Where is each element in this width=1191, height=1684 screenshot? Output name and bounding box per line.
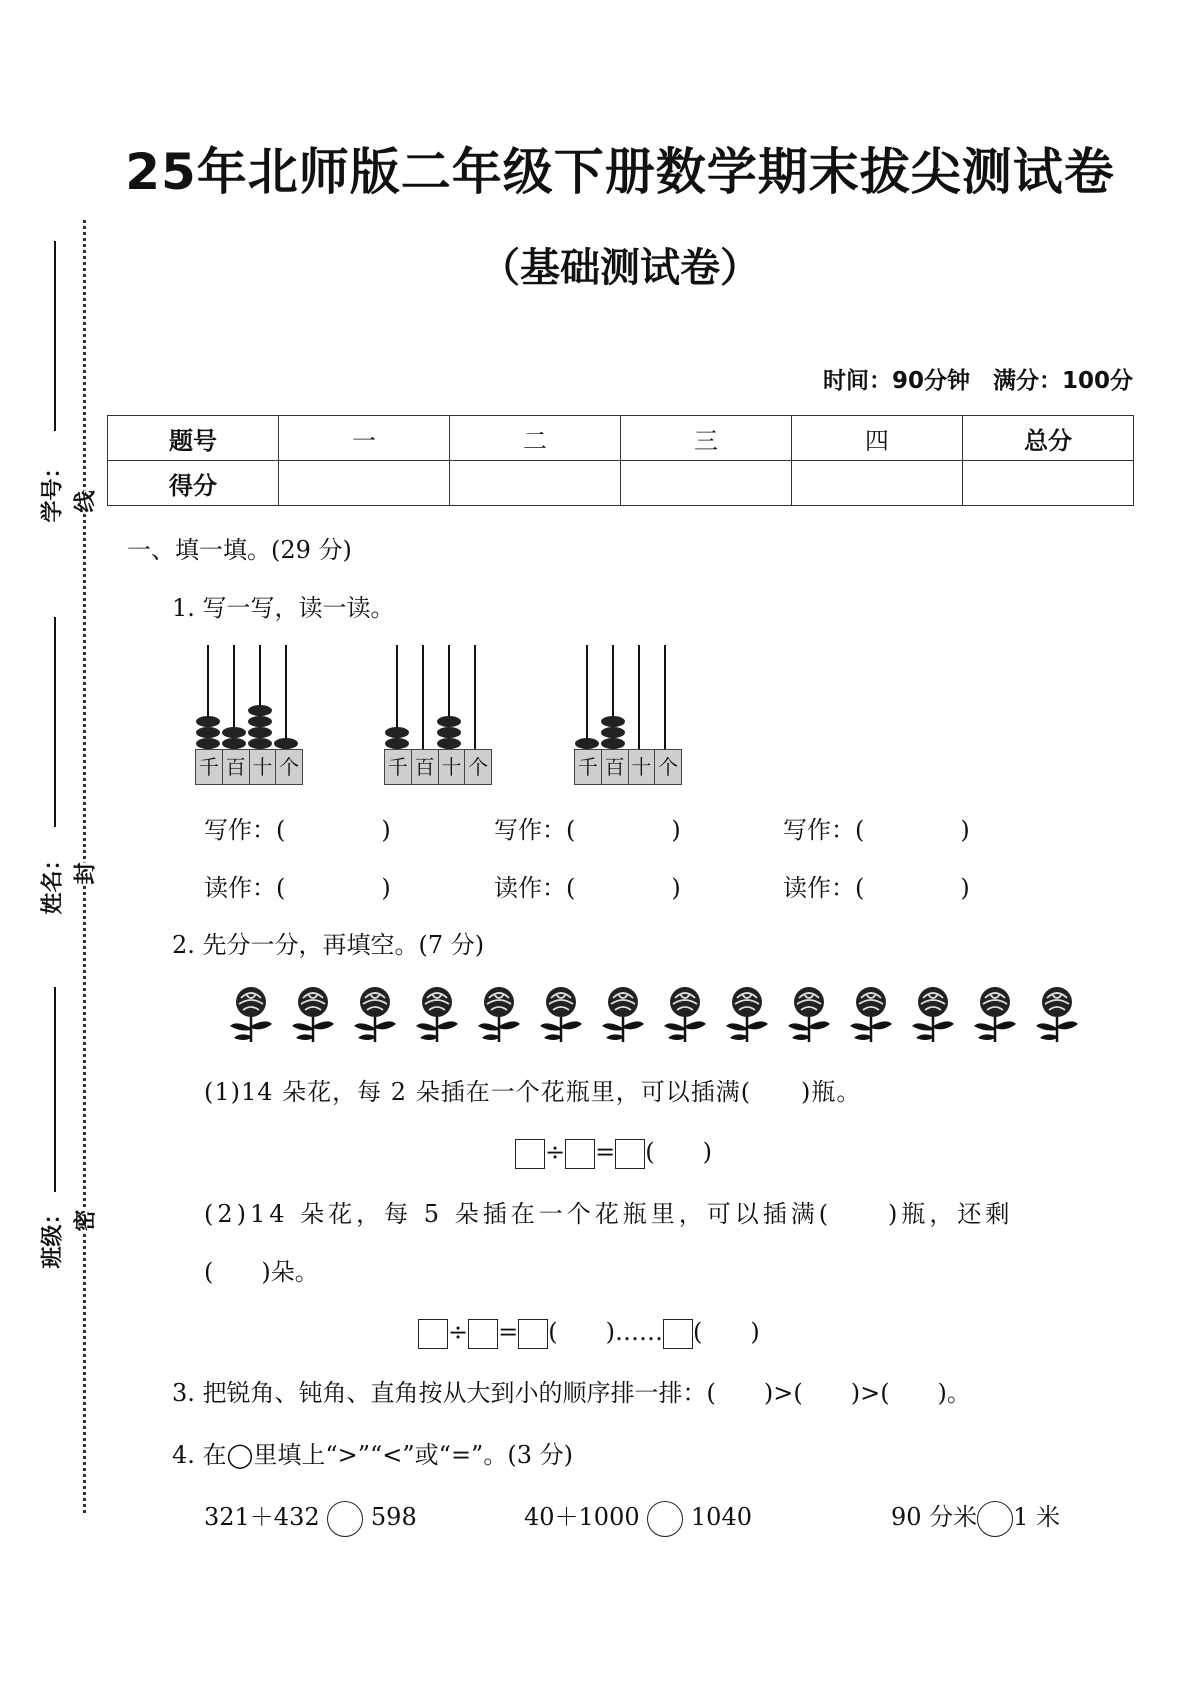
abacus-frame [574, 749, 682, 785]
abacus-bead [601, 727, 625, 738]
header-cell: 二 [449, 416, 620, 461]
comparison-2 [524, 1497, 752, 1537]
score-cell[interactable] [962, 461, 1133, 506]
abacus-bead [196, 727, 220, 738]
abacus-1 [195, 645, 303, 787]
score-cell[interactable] [278, 461, 449, 506]
rose-flower-icon [1028, 982, 1086, 1048]
abacus-bead [196, 738, 220, 749]
abacus-3 [574, 645, 682, 787]
header-cell: 总分 [962, 416, 1133, 461]
rose-flower-icon [718, 982, 776, 1048]
place-label: 十 [250, 750, 277, 784]
abacus-bead [248, 705, 272, 716]
header-cell: 四 [791, 416, 962, 461]
place-label: 十 [629, 750, 656, 784]
name-label: 姓名： [40, 848, 66, 915]
rose-flower-icon [780, 982, 838, 1048]
time-score-info: 时间：90分钟 满分：100分 [822, 368, 1133, 394]
read-answer-1[interactable]: 读作：( ) [204, 874, 391, 902]
header-cell: 三 [620, 416, 791, 461]
rose-flower-icon [904, 982, 962, 1048]
write-answer-2[interactable]: 写作：( ) [494, 816, 681, 844]
score-row [108, 461, 1134, 506]
seal-char: 线 [69, 490, 100, 512]
score-cell[interactable] [449, 461, 620, 506]
abacus-rod [422, 645, 424, 749]
header-cell: 题号 [108, 416, 279, 461]
equals-sign: = [498, 1318, 519, 1346]
answer-box[interactable] [418, 1319, 448, 1349]
question-2-part-2-cont: ( )朵。 [204, 1258, 319, 1286]
place-label: 个 [468, 755, 489, 779]
comparison-1 [204, 1497, 417, 1537]
answer-box[interactable] [663, 1319, 693, 1349]
left-expr: 321＋432 [204, 1503, 320, 1531]
abacus-bead [437, 727, 461, 738]
question-2-part-1: (1)14 朵花，每 2 朵插在一个花瓶里，可以插满( )瓶。 [204, 1078, 862, 1106]
abacus-bead [437, 738, 461, 749]
place-label: 百 [412, 750, 439, 784]
place-label: 十 [439, 750, 466, 784]
unit-blank[interactable]: ( ) [645, 1138, 712, 1166]
quotient-unit-remainder[interactable]: ( )…… [548, 1318, 663, 1346]
equation-2 [418, 1312, 760, 1349]
left-expr: 40＋1000 [524, 1503, 640, 1531]
abacus-bead [385, 738, 409, 749]
rose-flower-icon [594, 982, 652, 1048]
abacus-bead [248, 738, 272, 749]
rose-flower-icon [656, 982, 714, 1048]
divide-sign: ÷ [448, 1318, 469, 1346]
question-3: 3. 把锐角、钝角、直角按从大到小的顺序排一排：( )>( )>( )。 [172, 1379, 971, 1407]
abacus-bead [437, 716, 461, 727]
rose-flower-icon [966, 982, 1024, 1048]
comparison-3 [891, 1497, 1060, 1537]
abacus-bead [601, 716, 625, 727]
seal-char: 封 [69, 862, 100, 884]
abacus-2 [384, 645, 492, 787]
equation-1 [515, 1132, 712, 1169]
equals-sign: = [595, 1138, 616, 1166]
abacus-rod [638, 645, 640, 749]
place-label: 个 [658, 755, 679, 779]
rose-flower-icon [408, 982, 466, 1048]
row-label: 得分 [108, 461, 279, 506]
student-id-line [54, 241, 56, 431]
rose-flower-icon [222, 982, 280, 1048]
score-table [107, 415, 1134, 506]
score-cell[interactable] [791, 461, 962, 506]
abacus-bead [196, 716, 220, 727]
rose-flower-icon [470, 982, 528, 1048]
abacus-rod [586, 645, 588, 749]
abacus-bead [248, 727, 272, 738]
abacus-rod [664, 645, 666, 749]
place-label: 千 [196, 750, 223, 784]
place-label: 百 [602, 750, 629, 784]
answer-box[interactable] [515, 1139, 545, 1169]
score-table-header [108, 416, 1134, 461]
abacus-bead [274, 738, 298, 749]
rose-flower-icon [532, 982, 590, 1048]
place-label: 个 [279, 755, 300, 779]
write-answer-1[interactable]: 写作：( ) [204, 816, 391, 844]
student-id-label: 学号： [40, 456, 66, 523]
class-line [54, 987, 56, 1192]
remainder-unit[interactable]: ( ) [692, 1318, 760, 1346]
answer-box[interactable] [518, 1319, 548, 1349]
place-label: 千 [575, 750, 602, 784]
score-cell[interactable] [620, 461, 791, 506]
place-label: 百 [223, 750, 250, 784]
answer-box[interactable] [615, 1139, 645, 1169]
abacus-frame [384, 749, 492, 785]
section-1-title: 一、填一填。(29 分) [127, 536, 352, 564]
rose-flower-icon [346, 982, 404, 1048]
abacus-bead [601, 738, 625, 749]
exam-subtitle: （基础测试卷） [480, 245, 760, 291]
question-2-part-2: (2)14 朵花，每 5 朵插在一个花瓶里，可以插满( )瓶，还剩 [204, 1200, 1014, 1228]
abacus-rod [285, 645, 287, 749]
question-2-label: 2. 先分一分，再填空。(7 分) [172, 931, 485, 959]
question-1-label: 1. 写一写，读一读。 [172, 594, 395, 622]
seal-char: 密 [69, 1209, 100, 1231]
abacus-bead [575, 738, 599, 749]
right-expr: 1 米 [1013, 1503, 1061, 1531]
compare-circle[interactable] [327, 1501, 363, 1537]
name-line [54, 617, 56, 827]
flower-row [222, 982, 1086, 1048]
answer-box[interactable] [565, 1139, 595, 1169]
place-label: 千 [385, 750, 412, 784]
class-label: 班级： [40, 1202, 66, 1269]
abacus-rod [474, 645, 476, 749]
header-cell: 一 [278, 416, 449, 461]
compare-circle[interactable] [977, 1501, 1013, 1537]
write-answer-3[interactable]: 写作：( ) [783, 816, 970, 844]
abacus-bead [248, 716, 272, 727]
abacus-bead [222, 727, 246, 738]
divide-sign: ÷ [545, 1138, 566, 1166]
read-answer-2[interactable]: 读作：( ) [494, 874, 681, 902]
rose-flower-icon [842, 982, 900, 1048]
abacus-frame [195, 749, 303, 785]
right-expr: 598 [370, 1503, 417, 1531]
abacus-bead [385, 727, 409, 738]
question-4-label: 4. 在◯里填上“>”“<”或“=”。(3 分) [172, 1441, 573, 1469]
left-expr: 90 分米 [891, 1503, 978, 1531]
answer-box[interactable] [468, 1319, 498, 1349]
abacus-bead [222, 738, 246, 749]
exam-title: 25年北师版二年级下册数学期末拔尖测试卷 [125, 143, 1115, 201]
rose-flower-icon [284, 982, 342, 1048]
read-answer-3[interactable]: 读作：( ) [783, 874, 970, 902]
compare-circle[interactable] [647, 1501, 683, 1537]
right-expr: 1040 [690, 1503, 752, 1531]
